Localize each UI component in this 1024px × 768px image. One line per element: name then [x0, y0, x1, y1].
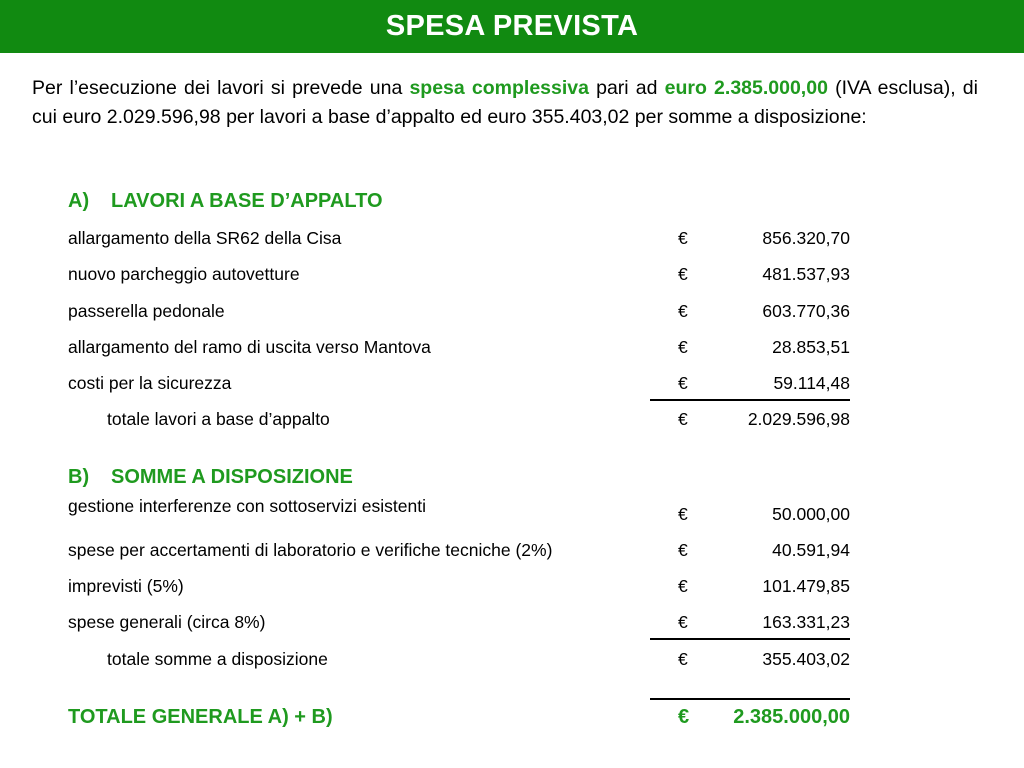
currency-symbol: € [678, 373, 688, 393]
row-value: 50.000,00 [772, 504, 850, 524]
section-a-title: LAVORI A BASE D’APPALTO [111, 190, 383, 212]
currency-symbol: € [678, 540, 688, 560]
intro-highlight-spesa: spesa complessiva [409, 77, 589, 99]
section-a-letter: A) [68, 190, 90, 212]
row-value: 40.591,94 [772, 540, 850, 560]
subtotal-row [68, 649, 850, 673]
row-value: 481.537,93 [762, 264, 850, 284]
currency-symbol: € [678, 576, 688, 596]
row-label: costi per la sicurezza [68, 373, 232, 393]
section-b-letter: B) [68, 466, 90, 488]
table-row [68, 496, 850, 528]
subtotal-divider [650, 399, 850, 401]
intro-text-2: pari ad [588, 77, 665, 99]
row-label: nuovo parcheggio autovetture [68, 264, 300, 284]
table-row [68, 301, 850, 325]
table-row [68, 540, 850, 564]
currency-symbol: € [678, 264, 688, 284]
section-b-heading [68, 466, 353, 489]
page-title: SPESA PREVISTA [385, 10, 639, 42]
row-label: allargamento del ramo di uscita verso Mantova [68, 337, 431, 357]
row-value: 856.320,70 [762, 228, 850, 248]
intro-text-3: (IVA esclusa), di cui euro 2.029.596,98 per lavori a base d’appalto ed euro 355.403,02 per somme a disposizione: [32, 77, 978, 128]
subtotal-divider [650, 638, 850, 640]
intro-highlight-euro: euro 2.385.000,00 [664, 77, 828, 99]
table-row [68, 373, 850, 397]
table-row [68, 228, 850, 252]
row-label: spese generali (circa 8%) [68, 612, 266, 632]
row-label: gestione interferenze con sottoservizi esistenti [68, 496, 426, 516]
subtotal-label: totale lavori a base d’appalto [107, 409, 330, 429]
grand-total-divider [650, 698, 850, 700]
subtotal-value: 2.029.596,98 [747, 409, 850, 429]
table-row [68, 337, 850, 361]
row-label: passerella pedonale [68, 301, 225, 321]
subtotal-label: totale somme a disposizione [107, 649, 328, 669]
currency-symbol: € [678, 301, 688, 321]
intro-paragraph [32, 74, 978, 132]
table-row [68, 576, 850, 600]
section-b-title: SOMME A DISPOSIZIONE [111, 466, 353, 488]
grand-total-value: 2.385.000,00 [733, 706, 850, 728]
currency-symbol: € [678, 409, 688, 429]
grand-total-label: TOTALE GENERALE A) + B) [68, 706, 333, 728]
subtotal-value: 355.403,02 [762, 649, 850, 669]
intro-text-1: Per l’esecuzione dei lavori si prevede una [32, 77, 410, 99]
table-row [68, 264, 850, 288]
title-bar [0, 0, 1024, 53]
row-value: 59.114,48 [773, 373, 850, 393]
currency-symbol: € [678, 649, 688, 669]
currency-symbol: € [678, 504, 688, 524]
row-label: spese per accertamenti di laboratorio e verifiche tecniche (2%) [68, 540, 553, 560]
row-value: 28.853,51 [772, 337, 850, 357]
grand-total-row [68, 706, 850, 734]
currency-symbol: € [678, 228, 688, 248]
row-value: 603.770,36 [762, 301, 850, 321]
table-row [68, 612, 850, 636]
currency-symbol: € [678, 337, 688, 357]
row-label: imprevisti (5%) [68, 576, 184, 596]
currency-symbol: € [678, 612, 688, 632]
row-value: 163.331,23 [762, 612, 850, 632]
section-a-heading [68, 190, 383, 213]
subtotal-row [68, 409, 850, 433]
currency-symbol: € [678, 706, 690, 728]
row-label: allargamento della SR62 della Cisa [68, 228, 342, 248]
row-value: 101.479,85 [762, 576, 850, 596]
